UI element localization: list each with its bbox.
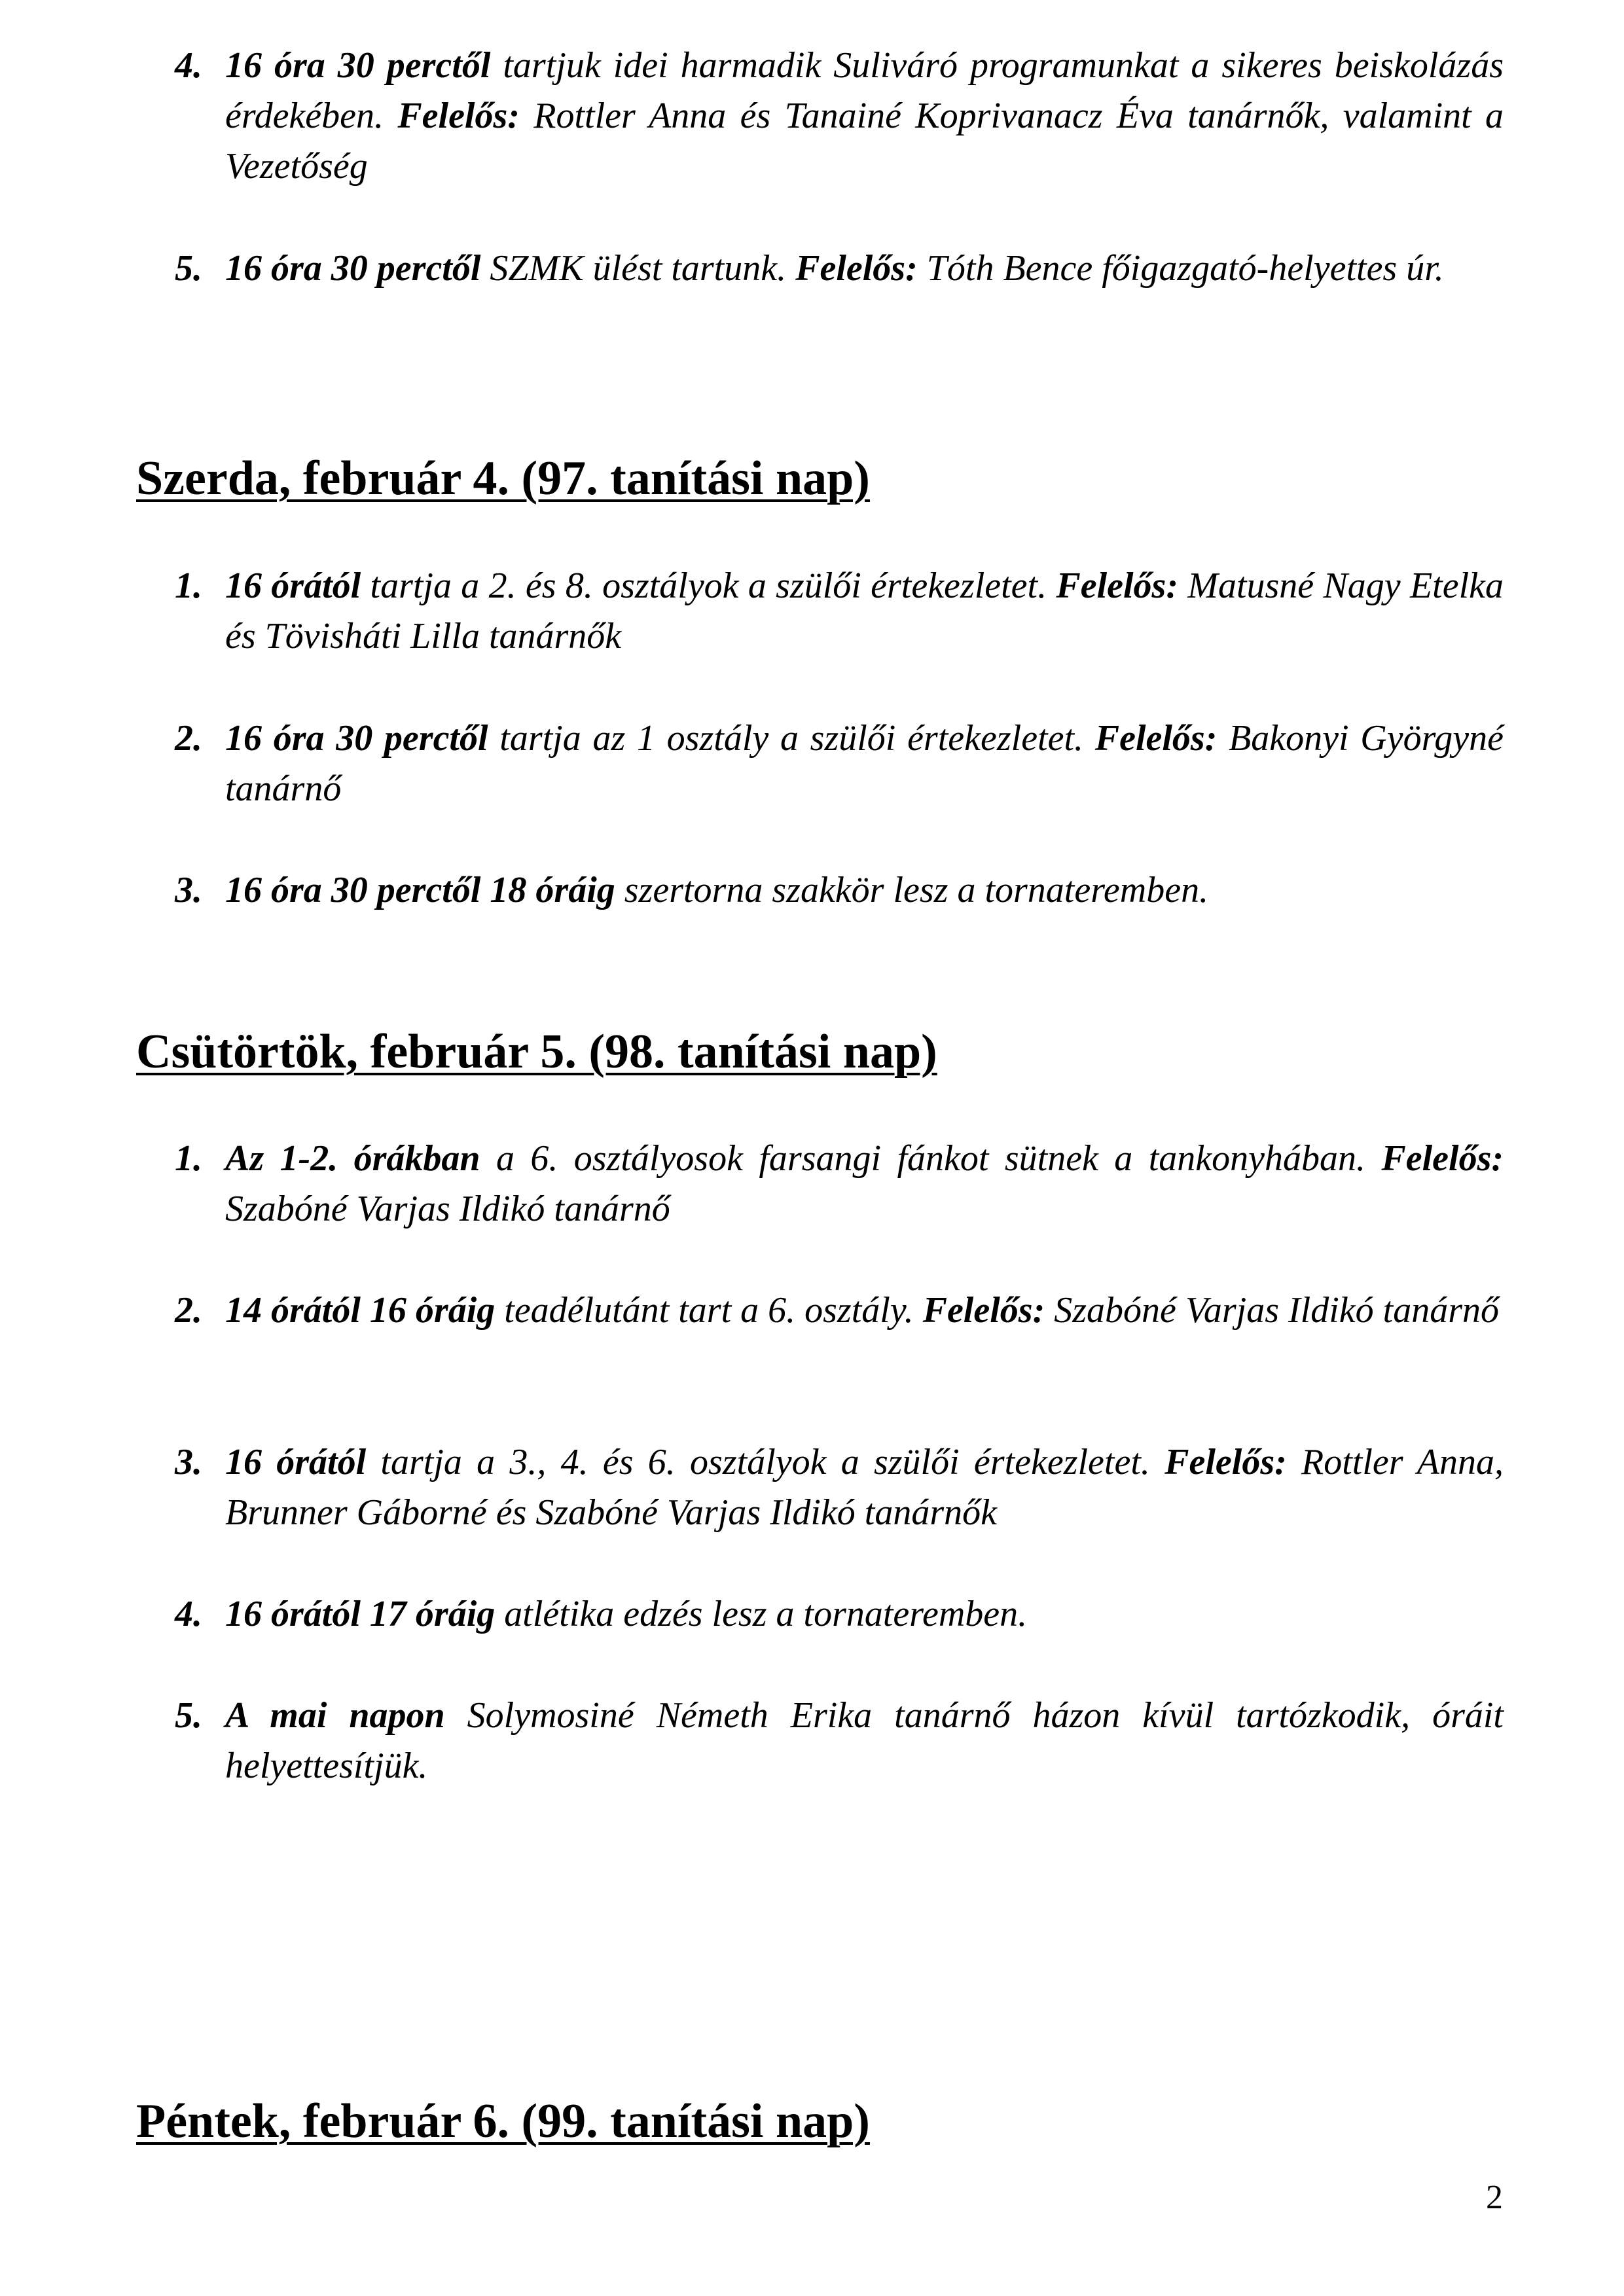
- item-body: SZMK ülést tartunk.: [480, 248, 796, 289]
- responsible-label: Felelős:: [1381, 1138, 1504, 1179]
- item-text: [225, 713, 1504, 814]
- page-number: 2: [1486, 2179, 1503, 2216]
- list-item: [175, 1589, 1504, 1640]
- list-item: [175, 1437, 1504, 1538]
- day-heading: Csütörtök, február 5. (98. tanítási nap): [136, 1025, 937, 1079]
- item-text: [225, 1285, 1504, 1336]
- item-number: 1.: [175, 1138, 202, 1179]
- item-time: Az 1-2. órákban: [225, 1138, 480, 1179]
- item-number: 3.: [175, 870, 202, 910]
- list-item: [175, 41, 1504, 192]
- item-time: 14 órától 16 óráig: [225, 1290, 496, 1331]
- responsible-names: Bakonyi Györgyné tanárnő: [225, 718, 1504, 809]
- item-body: tartja a 2. és 8. osztályok a szülői értekezletet.: [361, 565, 1056, 606]
- item-body: Solymosiné Németh Erika tanárnő házon kívül tartózkodik, óráit helyettesítjük.: [225, 1695, 1504, 1786]
- responsible-names: Szabóné Varjas Ildikó tanárnő: [225, 1189, 670, 1229]
- list-item: [175, 865, 1504, 916]
- item-number: 2.: [175, 1290, 202, 1331]
- responsible-label: Felelős:: [397, 96, 520, 136]
- responsible-names: Tóth Bence főigazgató-helyettes úr.: [917, 248, 1444, 289]
- day-heading: Péntek, február 6. (99. tanítási nap): [136, 2094, 870, 2148]
- item-body: a 6. osztályosok farsangi fánkot sütnek a tankonyhában.: [480, 1138, 1382, 1179]
- item-body: teadélutánt tart a 6. osztály.: [495, 1290, 923, 1331]
- item-text: [225, 1134, 1504, 1234]
- item-body: tartja az 1 osztály a szülői értekezletet.: [488, 718, 1095, 759]
- item-text: [225, 561, 1504, 662]
- item-text: [225, 1589, 1504, 1640]
- responsible-names: Rottler Anna, Brunner Gáborné és Szabóné Varjas Ildikó tanárnők: [225, 1442, 1504, 1533]
- item-time: 16 óra 30 perctől: [225, 718, 488, 759]
- responsible-label: Felelős:: [1164, 1442, 1287, 1482]
- list-item: [175, 243, 1504, 294]
- item-number: 4.: [175, 1594, 202, 1634]
- list-item: [175, 1134, 1504, 1234]
- item-time: 16 óra 30 perctől 18 óráig: [225, 870, 615, 910]
- item-text: [225, 41, 1504, 192]
- item-time: A mai napon: [225, 1695, 445, 1736]
- responsible-label: Felelős:: [795, 248, 918, 289]
- item-number: 3.: [175, 1442, 202, 1482]
- item-body: szertorna szakkör lesz a tornateremben.: [615, 870, 1209, 910]
- responsible-names: Matusné Nagy Etelka és Tövisháti Lilla tanárnők: [225, 565, 1504, 656]
- list-item: [175, 1285, 1504, 1336]
- item-body: atlétika edzés lesz a tornateremben.: [495, 1594, 1028, 1634]
- responsible-names: Szabóné Varjas Ildikó tanárnő: [1045, 1290, 1499, 1331]
- item-body: tartjuk idei harmadik Suliváró programunkat a sikeres beiskolázás érdekében.: [225, 45, 1504, 136]
- item-number: 5.: [175, 1695, 202, 1736]
- item-number: 1.: [175, 565, 202, 606]
- list-item: [175, 561, 1504, 662]
- item-number: 5.: [175, 248, 202, 289]
- list-item: [175, 713, 1504, 814]
- responsible-label: Felelős:: [1094, 718, 1218, 759]
- responsible-names: Rottler Anna és Tanainé Koprivanacz Éva tanárnők, valamint a Vezetőség: [225, 96, 1504, 187]
- item-text: [225, 1691, 1504, 1791]
- responsible-label: Felelős:: [1056, 565, 1178, 606]
- item-time: 16 órától: [225, 565, 361, 606]
- responsible-label: Felelős:: [922, 1290, 1045, 1331]
- item-text: [225, 1437, 1504, 1538]
- list-item: [175, 1691, 1504, 1791]
- item-body: tartja a 3., 4. és 6. osztályok a szülői értekezletet.: [366, 1442, 1165, 1482]
- item-time: 16 órától 17 óráig: [225, 1594, 496, 1634]
- item-time: 16 órától: [225, 1442, 367, 1482]
- item-text: [225, 865, 1504, 916]
- item-text: [225, 243, 1504, 294]
- item-number: 2.: [175, 718, 202, 759]
- item-time: 16 óra 30 perctől: [225, 248, 481, 289]
- item-time: 16 óra 30 perctől: [225, 45, 491, 86]
- item-number: 4.: [175, 45, 202, 86]
- day-heading: Szerda, február 4. (97. tanítási nap): [136, 452, 870, 505]
